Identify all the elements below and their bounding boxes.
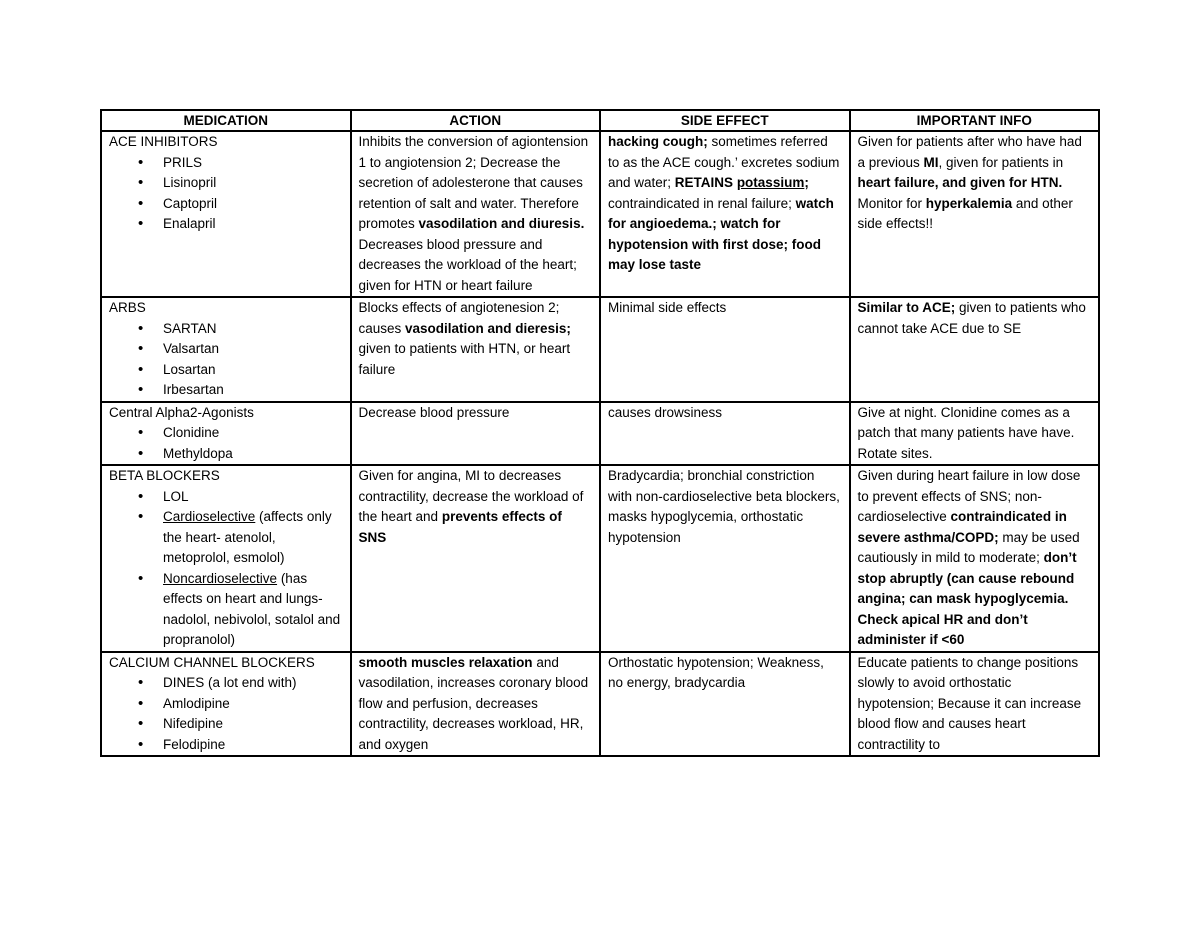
drug-list [109,153,343,235]
bold-underlined-text: potassium [736,175,805,190]
drug-list [109,487,343,651]
underlined-text: Noncardioselective [163,570,278,586]
drug-item [163,569,343,651]
header-side-effect: SIDE EFFECT [600,110,850,131]
bold-text: heart failure, and given for HTN. [857,175,1063,190]
drug-item: • Felodipine [163,735,343,756]
action-cell [351,131,601,297]
drug-item: • Amlodipine [163,694,343,715]
drug-class-name: Central Alpha2-Agonists [109,404,254,420]
drug-list [109,673,343,755]
drug-item: • Valsartan [163,339,343,360]
cell-text: and other side effects!! [857,195,1073,231]
bold-text: MI [923,154,939,170]
cell-text: contraindicated in renal failure; [608,195,796,211]
bold-text: don’t stop abruptly (can cause rebound angina; can mask hypoglycemia. Check apical HR and don’t administer if <60 [857,550,1077,647]
drug-list [109,423,343,464]
table-row-central-alpha2-agonists [101,402,1099,466]
action-cell [351,402,601,466]
header-medication: MEDICATION [101,110,351,131]
drug-item: • Captopril [163,194,343,215]
cell-text: and vasodilation, increases coronary blood flow and perfusion, decreases contractility, decreases workload, HR, and oxygen [358,654,589,752]
drug-list [109,319,343,401]
cell-text: Decreases blood pressure and decreases the workload of the heart; given for HTN or heart failure [358,236,577,293]
medication-table [100,109,1100,757]
drug-item: • Methyldopa [163,444,343,465]
important-info-cell [850,402,1100,466]
bold-text: vasodilation and dieresis; [405,320,571,336]
side-effect-cell [600,402,850,466]
bold-text: vasodilation and diuresis. [418,216,585,231]
table-body [101,131,1099,756]
table-row-calcium-channel-blockers [101,652,1099,757]
cell-text: (affects only the heart- atenolol, metoprolol, esmolol) [163,509,332,565]
drug-item: • Irbesartan [163,380,343,401]
medication-cell [101,465,351,652]
important-info-cell [850,465,1100,652]
bold-text: Similar to ACE; [857,300,956,315]
cell-text: given to patients with HTN, or heart failure [358,341,571,377]
table-row-arbs [101,297,1099,402]
cell-text: Bradycardia; bronchial constriction with non-cardioselective beta blockers, masks hypoglycemia, orthostatic hypotension [608,468,840,545]
cell-text: , given for patients in [938,154,1064,170]
header-action: ACTION [351,110,601,131]
medication-cell [101,402,351,466]
cell-text: causes drowsiness [608,404,723,420]
drug-class-name: CALCIUM CHANNEL BLOCKERS [109,654,315,670]
drug-item: • Clonidine [163,423,343,444]
header-row [101,110,1099,131]
cell-text: Inhibits the conversion of agiontension 1 to angiotension 2; Decrease the secretion of adolesterone that causes retention of salt and water. Therefore promotes [358,134,589,231]
cell-text: given to patients who cannot take ACE due to SE [857,300,1086,336]
cell-text: Give at night. Clonidine comes as a patch that many patients have have. Rotate sites. [857,404,1075,461]
bold-text: ; [804,175,809,190]
cell-text: Orthostatic hypotension; Weakness, no energy, bradycardia [608,654,824,690]
important-info-cell [850,297,1100,402]
cell-text: may be used cautiously in mild to moderate; [857,529,1080,565]
header-important-info: IMPORTANT INFO [850,110,1100,131]
drug-class-name: ARBS [109,300,146,315]
cell-text: Given during heart failure in low dose to prevent effects of SNS; non-cardioselective [857,468,1081,524]
cell-text: sometimes referred to as the ACE cough.’ excretes sodium and water; [608,134,840,190]
drug-item: • DINES (a lot end with) [163,673,343,694]
cell-text: (has effects on heart and lungs- nadolol, nebivolol, sotalol and propranolol) [163,570,341,647]
underlined-text: Cardioselective [163,509,256,524]
important-info-cell [850,131,1100,297]
medication-cell [101,297,351,402]
bold-text: contraindicated in severe asthma/COPD; [857,509,1067,545]
drug-class-name: BETA BLOCKERS [109,468,220,483]
bold-text: prevents effects of SNS [358,509,562,545]
cell-text: Monitor for [857,195,926,211]
table-row-ace-inhibitors [101,131,1099,297]
cell-text: Minimal side effects [608,300,727,315]
drug-item: • Lisinopril [163,173,343,194]
drug-item: • Losartan [163,360,343,381]
action-cell [351,465,601,652]
cell-text: Decrease blood pressure [358,404,510,420]
bold-text: hacking cough; [608,134,708,149]
drug-class-name: ACE INHIBITORS [109,134,218,149]
medication-cell [101,652,351,757]
drug-item: • PRILS [163,153,343,174]
drug-item [163,487,343,508]
bold-text: watch for angioedema.; watch for hypotension with first dose; food may lose taste [608,195,834,272]
side-effect-cell [600,297,850,402]
table-row-beta-blockers [101,465,1099,652]
side-effect-cell [600,465,850,652]
cell-text: Given for angina, MI to decreases contractility, decrease the workload of the heart and [358,468,584,524]
drug-item: • Nifedipine [163,714,343,735]
drug-item: • SARTAN [163,319,343,340]
bold-text: hyperkalemia [925,195,1013,211]
action-cell [351,297,601,402]
cell-text: Educate patients to change positions slowly to avoid orthostatic hypotension; Because it can increase blood flow and causes heart contractility to [857,654,1082,752]
medication-cell [101,131,351,297]
bold-text: smooth muscles relaxation [358,654,533,670]
important-info-cell [850,652,1100,757]
action-cell [351,652,601,757]
cell-text: Blocks effects of angiotenesion 2; causes [358,300,560,336]
cell-text: LOL [163,488,189,504]
cell-text: Given for patients after who have had a previous [857,134,1082,170]
side-effect-cell [600,652,850,757]
side-effect-cell [600,131,850,297]
drug-item: • Enalapril [163,214,343,235]
drug-item [163,507,343,569]
bold-text: RETAINS [674,175,737,190]
